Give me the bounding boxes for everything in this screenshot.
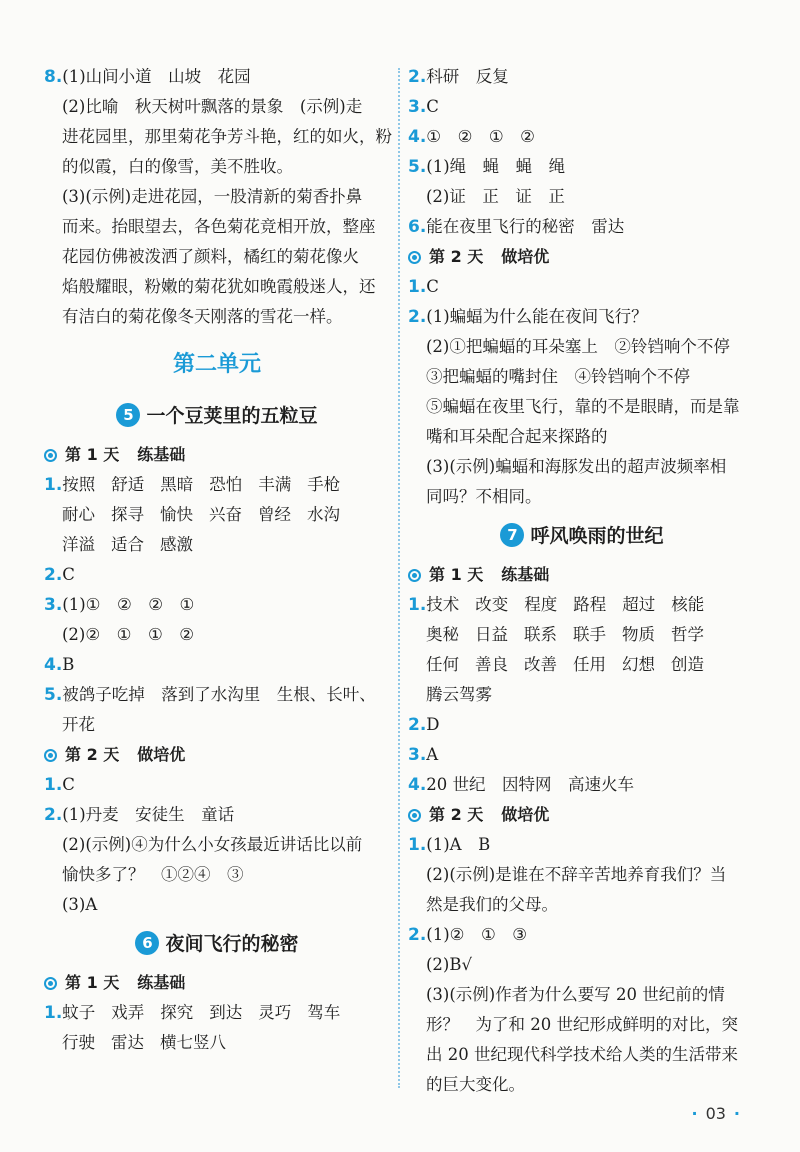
answer-line: 的似霞，白的像雪，美不胜收。 [62,157,293,176]
question-3-line: 3.A [408,745,439,765]
question-4-line: 4.① ② ① ② [408,127,535,147]
vocab-word: 洋溢 [62,535,95,554]
vocab-word: 哲学 [671,625,704,644]
question-3-line: 3.C [408,97,439,117]
answer-line: (3)A [62,895,98,914]
question-4-line: 4.20 世纪 因特网 高速火车 [408,775,635,795]
vocab-word: 腾云驾雾 [426,685,492,704]
question-1-line: 1.C [408,277,439,297]
vocab-word: 恐怕 [209,475,243,494]
lesson-number-badge: 7 [500,523,524,547]
lesson-5-title: 5 一个豆荚里的五粒豆 [44,392,390,440]
question-8-line: 8.(1)山间小道 山坡 花园 [44,67,251,87]
target-icon [44,977,57,990]
lesson-number-badge: 6 [135,931,159,955]
day-1-header: 第 1 天 练基础 [408,560,756,590]
vocab-word: 日益 [475,625,508,644]
vocab-word: 探究 [160,1003,194,1022]
vocab-word: 程度 [524,595,558,614]
lesson-number-badge: 5 [116,403,140,427]
question-2-line: 2.D [408,715,440,735]
vocab-word: 行驶 [62,1033,95,1052]
answer-line: (3)(示例)蝙蝠和海豚发出的超声波频率相 [426,457,727,476]
vocab-word: 到达 [209,1003,243,1022]
vocab-word: 兴奋 [209,505,242,524]
vocab-word: 丰满 [258,475,292,494]
answer-line: 而来。抬眼望去，各色菊花竞相开放，整座 [62,217,376,236]
vocab-word: 舒适 [111,475,145,494]
answer-line: (3)(示例)作者为什么要写 20 世纪前的情 [426,985,725,1004]
vocab-word: 联系 [524,625,557,644]
answer-line: 同吗？不相同。 [426,487,542,506]
vocab-word: 核能 [671,595,705,614]
word-row [408,620,756,650]
answer-line: (2)② ① ① ② [62,625,195,644]
word-row: 1.蚊子 戏弄 探究 到达 灵巧 驾车 [44,998,390,1028]
vocab-word: 超过 [622,595,656,614]
vocab-word: 横七竖八 [160,1033,226,1052]
vocab-word: 创造 [671,655,704,674]
answer-line: 然是我们的父母。 [426,895,558,914]
vocab-word: 手枪 [307,475,341,494]
vocab-word: 感激 [160,535,193,554]
vocab-word: 任用 [573,655,606,674]
vocab-word: 改善 [524,655,557,674]
answer-line: 开花 [62,715,95,734]
day-2-header: 第 2 天 做培优 [408,800,756,830]
vocab-word: 戏弄 [111,1003,145,1022]
answer-line: 有洁白的菊花像冬天刚落的雪花一样。 [62,307,343,326]
vocab-word: 灵巧 [258,1003,292,1022]
vocab-word: 黑暗 [160,475,194,494]
vocab-word: 路程 [573,595,607,614]
vocab-word: 愉快 [160,505,193,524]
question-2-line: 2.(1)② ① ③ [408,925,528,945]
question-6-line: 6.能在夜里飞行的秘密 雷达 [408,217,625,237]
vocab-word: 物质 [622,625,655,644]
word-row [44,530,390,560]
vocab-word: 水沟 [307,505,340,524]
question-2-line: 2.(1)丹麦 安徒生 童话 [44,805,235,825]
answer-line: 嘴和耳朵配合起来探路的 [426,427,608,446]
right-column [408,62,756,1100]
target-icon [408,809,421,822]
column-divider [398,68,400,1088]
answer-line: (2)B√ [426,955,473,974]
vocab-word: 驾车 [307,1003,341,1022]
vocab-word: 蚊子 [62,1003,96,1022]
vocab-word: 耐心 [62,505,95,524]
vocab-word: 任何 [426,655,459,674]
answer-line: 形？ 为了和 20 世纪形成鲜明的对比，突 [426,1015,738,1034]
answer-line: 进花园里，那里菊花争芳斗艳，红的如火，粉 [62,127,392,146]
question-5-line: 5.被鸽子吃掉 落到了水沟里 生根、长叶、 [44,685,376,705]
vocab-word: 技术 [426,595,460,614]
answer-line: 出 20 世纪现代科学技术给人类的生活带来 [426,1045,738,1064]
answer-line: (2)比喻 秋天树叶飘落的景象 (示例)走 [62,97,363,116]
answer-line: ③把蝙蝠的嘴封住 ④铃铛响个不停 [426,367,690,386]
lesson-7-title: 7 呼风唤雨的世纪 [408,512,756,560]
vocab-word: 善良 [475,655,508,674]
answer-line: (2)(示例)④为什么小女孩最近讲话比以前 [62,835,363,854]
day-1-header: 第 1 天 练基础 [44,440,390,470]
day-1-header: 第 1 天 练基础 [44,968,390,998]
question-5-line: 5.(1)绳 蝇 蝇 绳 [408,157,566,177]
target-icon [408,569,421,582]
left-column [44,62,390,1058]
vocab-word: 奥秘 [426,625,459,644]
vocab-word: 曾经 [258,505,291,524]
question-2-line: 2.科研 反复 [408,67,509,87]
question-4-line: 4.B [44,655,75,675]
word-row: 1.按照 舒适 黑暗 恐怕 丰满 手枪 [44,470,390,500]
page-number: · 03 · [691,1104,740,1123]
unit-title: 第二单元 [172,352,261,377]
answer-line: (2)证 正 证 正 [426,187,565,206]
word-row [408,680,756,710]
lesson-6-title: 6 夜间飞行的秘密 [44,920,390,968]
answer-line: 焰般耀眼，粉嫩的菊花犹如晚霞般迷人，还 [62,277,376,296]
question-3-line: 3.(1)① ② ② ① [44,595,195,615]
word-row [44,1028,390,1058]
question-2-line: 2.C [44,565,75,585]
question-1-line: 1.C [44,775,75,795]
answer-line: (3)(示例)走进花园，一股清新的菊香扑鼻 [62,187,363,206]
day-2-header: 第 2 天 做培优 [44,740,390,770]
word-row [408,650,756,680]
answer-line: 的巨大变化。 [426,1075,525,1094]
vocab-word: 幻想 [622,655,655,674]
day-2-header: 第 2 天 做培优 [408,242,756,272]
answer-line: (2)(示例)是谁在不辞辛苦地养育我们？当 [426,865,727,884]
answer-line: (2)①把蝙蝠的耳朵塞上 ②铃铛响个不停 [426,337,730,356]
answer-line: 花园仿佛被泼洒了颜料，橘红的菊花像火 [62,247,359,266]
target-icon [44,749,57,762]
vocab-word: 雷达 [111,1033,144,1052]
question-2-line: 2.(1)蝙蝠为什么能在夜间飞行？ [408,307,648,327]
vocab-word: 适合 [111,535,144,554]
vocab-word: 联手 [573,625,606,644]
vocab-word: 改变 [475,595,509,614]
vocab-word: 探寻 [111,505,144,524]
word-row: 1.技术 改变 程度 路程 超过 核能 [408,590,756,620]
question-1-line: 1.(1)A B [408,835,491,855]
answer-line: ⑤蝙蝠在夜里飞行，靠的不是眼睛，而是靠 [426,397,740,416]
word-row [44,500,390,530]
target-icon [408,251,421,264]
target-icon [44,449,57,462]
vocab-word: 按照 [62,475,96,494]
answer-line: 愉快多了？ ①②④ ③ [62,865,244,884]
